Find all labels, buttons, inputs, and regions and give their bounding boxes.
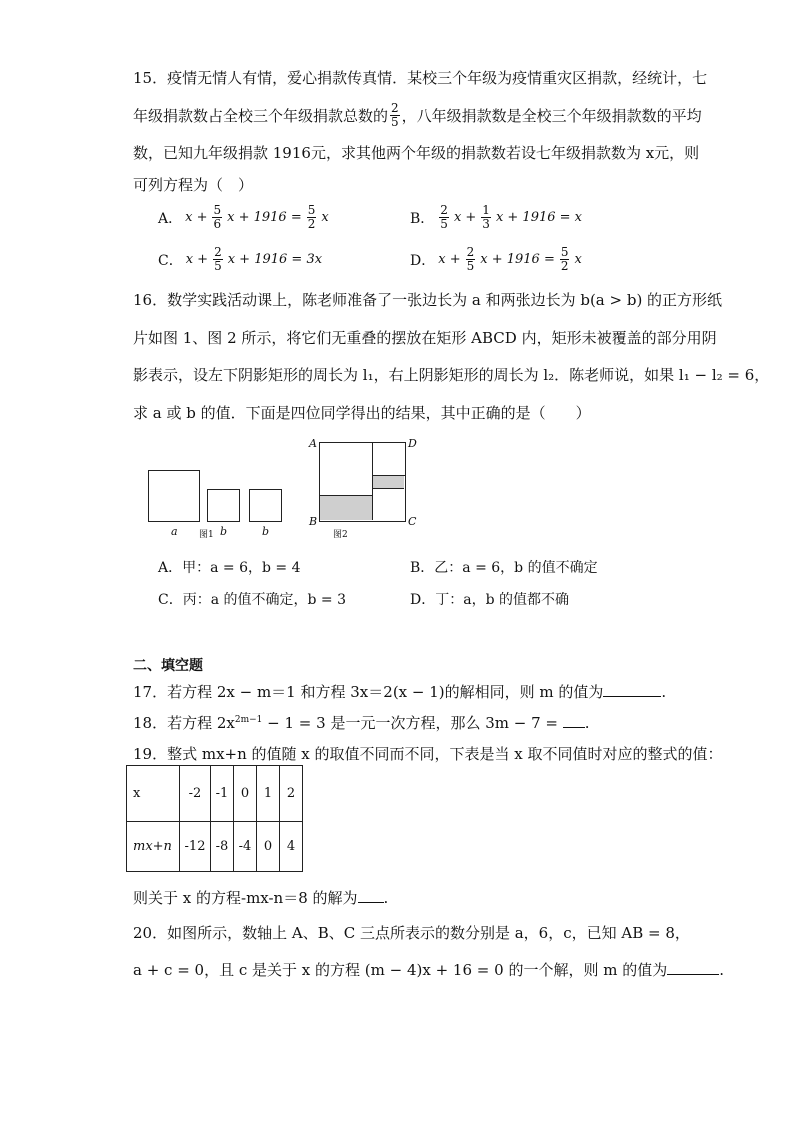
fraction [213, 246, 223, 273]
fig2-square-a [320, 443, 373, 496]
q15-option-d [410, 246, 582, 273]
table-cell: 2 [280, 766, 303, 822]
frac-den: 3 [482, 217, 490, 231]
q19-text: 19．整式 mx+n 的值随 x 的取值不同而不同，下表是当 x 取不同值时对应的整式的值： [133, 745, 723, 763]
fig2-shaded-lower-left [320, 496, 372, 520]
frac-num: 5 [307, 203, 316, 217]
q19-end: . [383, 889, 389, 907]
q15-line1: 15．疫情无情人有情，爱心捐款传真情．某校三个年级为疫情重灾区捐款，经统计，七 [133, 69, 708, 87]
q15-fraction [390, 102, 400, 129]
q20-answer-blank[interactable] [667, 973, 719, 975]
q17 [133, 681, 666, 702]
fig1-square-b1 [207, 489, 240, 522]
math: x + [453, 210, 477, 225]
q15-line2a: 年级捐款数占全校三个年级捐款总数的 [133, 107, 389, 125]
q15-option-c [158, 246, 322, 273]
q19-table [126, 765, 303, 872]
q16-option-d: D．丁：a，b 的值都不确 [410, 592, 569, 608]
fraction [560, 246, 570, 273]
q15-option-a [158, 204, 329, 231]
frac-den: 2 [560, 259, 569, 273]
math: x + [185, 210, 208, 225]
fraction [481, 204, 491, 231]
math: x [574, 252, 582, 267]
q18-exponent: 2m−1 [234, 715, 263, 725]
q16-line2: 片如图 1、图 2 所示，将它们无重叠的摆放在矩形 ABCD 内，矩形未被覆盖的部分用阴 [133, 329, 717, 347]
table-cell: 0 [234, 766, 257, 822]
q18-post: − 1 = 3 是一元一次方程，那么 3m − 7 = [262, 714, 558, 732]
q15-line2 [133, 102, 702, 129]
fig1-label-a: a [171, 525, 178, 538]
fig2-caption: 图2 [333, 530, 348, 540]
q15-line3: 数，已知九年级捐款 1916元，求其他两个年级的捐款数若设七年级捐款数为 x元，则 [133, 144, 700, 162]
fig2-square-b-top [372, 443, 405, 476]
option-label: C． [158, 252, 183, 269]
fraction [307, 204, 317, 231]
math: x + 1916 = 3x [227, 252, 323, 267]
q18 [133, 712, 590, 733]
table-cell: -1 [211, 766, 234, 822]
frac-den: 2 [307, 217, 316, 231]
frac-den: 5 [391, 115, 399, 129]
q17-end: . [661, 683, 667, 701]
math: x [321, 210, 329, 225]
frac-num: 2 [440, 203, 448, 217]
fig1-label-b2: b [262, 525, 270, 538]
frac-num: 2 [214, 245, 222, 259]
q15-line4: 可列方程为（ ） [133, 176, 254, 194]
q15-option-b [410, 204, 582, 231]
option-label: D． [410, 252, 436, 269]
q16-option-c: C．丙：a 的值不确定，b = 3 [158, 592, 347, 608]
q16-option-a: A．甲：a = 6，b = 4 [158, 560, 301, 576]
fig2-shaded-upper-right [373, 476, 404, 489]
fig2-label-a: A [309, 437, 317, 450]
frac-num: 2 [391, 101, 399, 115]
q18-end: . [584, 714, 590, 732]
q19-answer-blank[interactable] [358, 901, 384, 903]
q20-line2-text: a + c = 0，且 c 是关于 x 的方程 (m − 4)x + 16 = 0 的一个解，则 m 的值为 [133, 961, 668, 979]
frac-den: 5 [440, 217, 448, 231]
fraction [466, 246, 476, 273]
q18-pre: 18．若方程 2x [133, 714, 235, 732]
fraction [212, 204, 222, 231]
q16-option-b: B．乙：a = 6，b 的值不确定 [410, 560, 598, 576]
q16-line3: 影表示，设左下阴影矩形的周长为 l₁，右上阴影矩形的周长为 l₂．陈老师说，如果 l₁ − l₂ = 6， [133, 366, 770, 384]
q15-line2b: ，八年级捐款数是全校三个年级捐款数的平均 [401, 107, 702, 125]
table-cell: -4 [234, 822, 257, 872]
q20-line1: 20．如图所示，数轴上 A、B、C 三点所表示的数分别是 a，6，c，已知 AB = 8， [133, 924, 690, 942]
fig1-caption: 图1 [199, 530, 214, 540]
fig1-label-b1: b [220, 525, 228, 538]
table-cell: -8 [211, 822, 234, 872]
frac-den: 5 [214, 259, 222, 273]
table-cell: -2 [180, 766, 211, 822]
option-label: A． [158, 210, 183, 227]
q17-text: 17．若方程 2x − m＝1 和方程 3x＝2(x − 1)的解相同，则 m 的值为 [133, 683, 604, 701]
table-cell: 0 [257, 822, 280, 872]
fig2-label-c: C [408, 515, 417, 528]
fig2-label-d: D [408, 437, 417, 450]
frac-den: 5 [466, 259, 475, 273]
fig2-label-b: B [309, 515, 318, 528]
q17-answer-blank[interactable] [603, 695, 661, 697]
frac-num: 5 [213, 203, 222, 217]
q20-end: . [719, 961, 724, 979]
fraction [439, 204, 449, 231]
q20-line2 [133, 959, 724, 980]
q19-after [133, 887, 388, 908]
frac-num: 5 [560, 245, 569, 259]
math: x + [185, 252, 209, 267]
q19-after-text: 则关于 x 的方程-mx-n＝8 的解为 [133, 889, 358, 907]
table-cell: x [127, 766, 180, 822]
section-title-fill-in: 二、填空题 [133, 658, 203, 674]
frac-num: 1 [482, 203, 490, 217]
math: x + 1916 = x [495, 210, 582, 225]
q18-answer-blank[interactable] [563, 726, 585, 728]
q16-line1: 16．数学实践活动课上，陈老师准备了一张边长为 a 和两张边长为 b(a > b) 的正方形纸 [133, 291, 723, 309]
math: x + [438, 252, 461, 267]
table-cell: 4 [280, 822, 303, 872]
q16-line4: 求 a 或 b 的值．下面是四位同学得出的结果，其中正确的是（ ） [133, 404, 591, 422]
table-cell: mx+n [127, 822, 180, 872]
table-cell: -12 [180, 822, 211, 872]
frac-num: 2 [466, 245, 475, 259]
fig1-square-a [148, 470, 200, 522]
math: x + 1916 = [227, 210, 302, 225]
option-label: B． [410, 210, 435, 227]
fig2-square-b-bottom [372, 489, 405, 520]
fig1-square-b2 [249, 489, 282, 522]
table-cell: 1 [257, 766, 280, 822]
frac-den: 6 [213, 217, 222, 231]
math: x + 1916 = [480, 252, 555, 267]
